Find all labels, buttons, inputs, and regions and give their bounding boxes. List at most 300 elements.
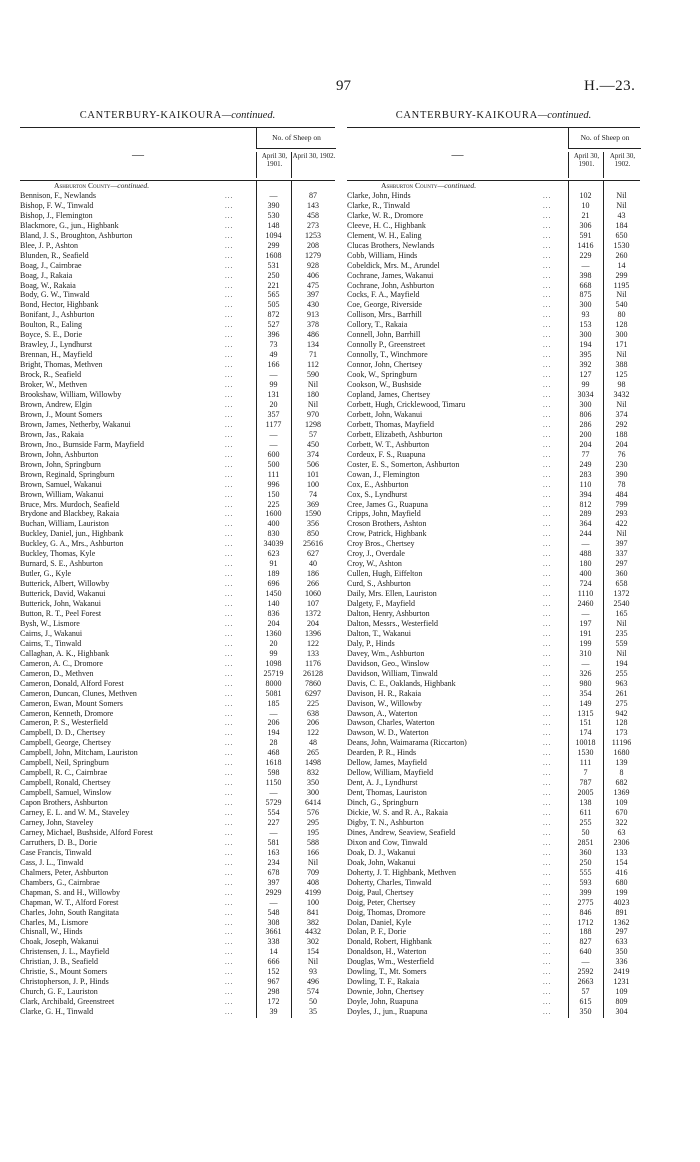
row-name: Buckley, Thomas, Kyle <box>20 549 96 559</box>
row-value-1902: 658 <box>615 579 628 589</box>
row-value-1902: 199 <box>615 887 628 897</box>
table-row <box>20 1007 335 1017</box>
row-name: Corbett, John, Wakanui <box>347 409 423 419</box>
row-name: Brown, James, Netherby, Wakanui <box>20 419 131 429</box>
leader-dots: ... <box>225 201 234 210</box>
leader-dots: ... <box>543 629 552 638</box>
row-name: Christie, S., Mount Somers <box>20 967 108 977</box>
leader-dots: ... <box>543 331 552 340</box>
row-name: Croy, J., Overdale <box>347 549 405 559</box>
row-value-1901: 194 <box>267 728 280 738</box>
row-name: Butterick, Albert, Willowby <box>20 579 110 589</box>
row-value-1901: 400 <box>579 569 592 579</box>
row-name: Clucas Brothers, Newlands <box>347 240 435 250</box>
row-value-1902: 128 <box>615 718 628 728</box>
row-value-1901: 50 <box>581 827 590 837</box>
row-name: Davis, C. E., Oaklands, Highbank <box>347 678 456 688</box>
row-value-1902: 74 <box>309 489 317 499</box>
table-row <box>20 778 335 788</box>
row-value-1901: 93 <box>581 310 590 320</box>
row-value-1902: 374 <box>307 449 319 459</box>
row-value-1901: 20 <box>269 638 278 648</box>
row-value-1902: 204 <box>615 439 628 449</box>
leader-dots: ... <box>225 838 234 847</box>
leader-dots: ... <box>225 898 234 907</box>
row-value-1901: 615 <box>579 997 592 1007</box>
leader-dots: ... <box>225 1008 234 1017</box>
row-value-1901: 593 <box>579 877 592 887</box>
row-value-1902: 63 <box>617 827 626 837</box>
table-row <box>347 957 640 967</box>
row-value-1902: 4023 <box>613 897 630 907</box>
leader-dots: ... <box>225 560 234 569</box>
table-row <box>347 241 640 251</box>
leader-dots: ... <box>225 998 234 1007</box>
row-value-1902: 188 <box>615 429 628 439</box>
leader-dots: ... <box>543 440 552 449</box>
left-section-heading <box>20 181 335 191</box>
row-value-1901: 91 <box>269 559 278 569</box>
leader-dots: ... <box>543 301 552 310</box>
table-row <box>20 509 335 519</box>
leader-dots: ... <box>225 858 234 867</box>
row-value-1901: 127 <box>579 370 592 380</box>
row-name: Coster, E. S., Somerton, Ashburton <box>347 459 460 469</box>
table-row <box>20 738 335 748</box>
row-name: Clark, Archibald, Greenstreet <box>20 997 115 1007</box>
leader-dots: ... <box>225 679 234 688</box>
row-value-1902: 1362 <box>613 917 630 927</box>
left-header-group: No. of Sheep on <box>256 128 336 149</box>
table-row <box>20 758 335 768</box>
row-name: Cree, James G., Ruapuna <box>347 499 428 509</box>
row-value-1902: 40 <box>309 559 317 569</box>
leader-dots: ... <box>225 450 234 459</box>
row-value-1901: 286 <box>579 419 592 429</box>
row-value-1902: Nil <box>616 529 627 539</box>
row-name: Butterick, David, Wakanui <box>20 589 106 599</box>
row-value-1901: 1450 <box>265 589 282 599</box>
row-name: Dellow, William, Mayfield <box>347 768 434 778</box>
row-value-1902: 275 <box>615 698 628 708</box>
row-value-1901: 99 <box>581 380 590 390</box>
leader-dots: ... <box>543 639 552 648</box>
leader-dots: ... <box>225 271 234 280</box>
row-value-1902: 484 <box>615 489 628 499</box>
row-value-1902: 204 <box>307 618 319 628</box>
table-row <box>347 440 640 450</box>
table-row <box>347 927 640 937</box>
row-name: Blunden, R., Seafield <box>20 250 89 260</box>
table-row <box>347 400 640 410</box>
table-row <box>20 728 335 738</box>
row-value-1901: 5081 <box>265 688 282 698</box>
leader-dots: ... <box>543 460 552 469</box>
leader-dots: ... <box>543 470 552 479</box>
row-name: Cox, S., Lyndhurst <box>347 489 408 499</box>
leader-dots: ... <box>543 291 552 300</box>
row-value-1902: 266 <box>307 579 319 589</box>
row-value-1901: 298 <box>267 987 280 997</box>
row-value-1902: 57 <box>309 429 317 439</box>
row-name: Case Francis, Tinwald <box>20 847 92 857</box>
table-row <box>20 420 335 430</box>
row-name: Connolly P., Greenstreet <box>347 340 426 350</box>
row-value-1902: 1231 <box>613 977 630 987</box>
right-section-text: Ashburton County <box>381 181 438 190</box>
row-name: Boag, J., Cairnbrae <box>20 260 82 270</box>
row-value-1902: 122 <box>307 728 319 738</box>
leader-dots: ... <box>543 888 552 897</box>
row-value-1902: 650 <box>615 230 628 240</box>
row-value-1901: 221 <box>267 280 280 290</box>
left-section-suffix: —continued. <box>110 181 150 190</box>
row-value-1901: 980 <box>579 678 592 688</box>
row-value-1901: 250 <box>579 857 592 867</box>
row-value-1902: 458 <box>307 210 319 220</box>
row-value-1902: 134 <box>307 340 319 350</box>
row-value-1902: 273 <box>307 220 319 230</box>
row-name: Dowling, T., Mt. Somers <box>347 967 427 977</box>
left-rows <box>20 191 335 1017</box>
row-value-1902: 194 <box>615 658 628 668</box>
row-value-1902: 260 <box>615 250 628 260</box>
row-value-1901: 163 <box>267 847 280 857</box>
table-row <box>347 718 640 728</box>
table-row <box>20 191 335 201</box>
left-header-dash: — <box>132 147 144 161</box>
leader-dots: ... <box>543 918 552 927</box>
leader-dots: ... <box>225 430 234 439</box>
leader-dots: ... <box>225 819 234 827</box>
row-value-1902: 295 <box>307 818 319 827</box>
leader-dots: ... <box>225 699 234 708</box>
row-name: Capon Brothers, Ashburton <box>20 798 108 808</box>
row-name: Brown, Jno., Burnside Farm, Mayfield <box>20 439 144 449</box>
row-name: Brydone and Blackbey, Rakaia <box>20 509 120 519</box>
leader-dots: ... <box>543 968 552 977</box>
row-value-1902: 26128 <box>303 668 323 678</box>
leader-dots: ... <box>543 261 552 270</box>
leader-dots: ... <box>225 351 234 360</box>
leader-dots: ... <box>543 769 552 778</box>
row-name: Croy, W., Ashton <box>347 559 402 569</box>
row-value-1901: 360 <box>579 847 592 857</box>
row-value-1902: 7860 <box>305 678 321 688</box>
leader-dots: ... <box>543 908 552 917</box>
table-row <box>20 898 335 908</box>
table-row <box>20 689 335 699</box>
row-value-1901: 289 <box>579 509 592 519</box>
leader-dots: ... <box>225 789 234 798</box>
table-row <box>20 748 335 758</box>
row-value-1901: 1094 <box>265 230 282 240</box>
leader-dots: ... <box>543 659 552 668</box>
table-row <box>347 888 640 898</box>
right-column-title <box>347 110 640 121</box>
row-value-1901: 640 <box>579 947 592 957</box>
row-value-1902: 292 <box>615 419 628 429</box>
row-name: Cass, J. L., Tinwald <box>20 857 84 867</box>
table-row <box>347 1007 640 1017</box>
row-value-1902: 6414 <box>305 798 321 808</box>
table-row <box>347 738 640 748</box>
row-value-1901: 1315 <box>577 708 594 718</box>
leader-dots: ... <box>543 619 552 628</box>
row-value-1902: 93 <box>309 967 317 977</box>
row-name: Dearden, P. R., Hinds <box>347 748 417 758</box>
row-value-1901: 21 <box>581 210 590 220</box>
row-value-1902: 50 <box>309 997 317 1007</box>
table-row <box>20 967 335 977</box>
row-value-1902: 180 <box>307 390 319 400</box>
table-row <box>20 569 335 579</box>
row-value-1902: 397 <box>615 539 628 549</box>
leader-dots: ... <box>543 450 552 459</box>
leader-dots: ... <box>543 570 552 579</box>
row-value-1902: 809 <box>615 997 628 1007</box>
row-value-1901: 678 <box>267 867 280 877</box>
row-value-1901: 400 <box>267 519 280 529</box>
row-name: Dellow, James, Mayfield <box>347 758 427 768</box>
leader-dots: ... <box>543 858 552 867</box>
leader-dots: ... <box>225 848 234 857</box>
leader-dots: ... <box>543 868 552 877</box>
left-column-title <box>20 110 335 121</box>
row-value-1902: Nil <box>616 190 627 200</box>
leader-dots: ... <box>543 998 552 1007</box>
row-name: Blackmore, G., jun., Highbank <box>20 220 119 230</box>
row-value-1901: 194 <box>579 340 592 350</box>
table-row <box>20 957 335 967</box>
table-row <box>20 768 335 778</box>
row-value-1902: 208 <box>307 240 319 250</box>
row-value-1902: 1060 <box>305 589 321 599</box>
row-value-1902: 128 <box>615 320 628 330</box>
row-value-1901: 554 <box>267 808 280 818</box>
row-value-1902: 154 <box>307 947 319 957</box>
row-name: Chapman, W. T., Alford Forest <box>20 897 119 907</box>
row-value-1901: 111 <box>267 469 280 479</box>
row-name: Charles, John, South Rangitata <box>20 907 119 917</box>
table-row <box>347 529 640 539</box>
row-value-1902: 540 <box>615 300 628 310</box>
row-name: Collison, Mrs., Barrhill <box>347 310 422 320</box>
row-value-1902: 25616 <box>303 539 323 549</box>
leader-dots: ... <box>543 978 552 987</box>
leader-dots: ... <box>543 948 552 957</box>
row-value-1901: 611 <box>579 808 592 818</box>
table-row <box>347 211 640 221</box>
row-value-1901: 395 <box>579 350 592 360</box>
row-value-1901: 200 <box>579 429 592 439</box>
row-value-1902: 300 <box>307 788 319 798</box>
table-row <box>347 997 640 1007</box>
row-value-1901: 225 <box>267 499 280 509</box>
table-row <box>347 271 640 281</box>
row-value-1901: 1177 <box>265 419 282 429</box>
row-value-1902: 87 <box>309 190 317 200</box>
row-name: Corbett, Thomas, Mayfield <box>347 419 434 429</box>
leader-dots: ... <box>543 251 552 260</box>
table-row <box>347 649 640 659</box>
right-header-dash: — <box>451 147 464 161</box>
table-row <box>20 868 335 878</box>
leader-dots: ... <box>543 430 552 439</box>
row-value-1901: 1530 <box>577 748 594 758</box>
leader-dots: ... <box>225 530 234 539</box>
row-name: Bishop, J., Flemington <box>20 210 93 220</box>
leader-dots: ... <box>543 271 552 280</box>
leader-dots: ... <box>225 590 234 599</box>
table-row <box>347 380 640 390</box>
table-row <box>20 798 335 808</box>
row-value-1901: 299 <box>267 240 280 250</box>
leader-dots: ... <box>543 809 552 818</box>
table-row <box>347 659 640 669</box>
table-row <box>347 221 640 231</box>
row-value-1901: 206 <box>267 718 280 728</box>
row-value-1901: 227 <box>267 818 280 827</box>
row-name: Clarke, John, Hinds <box>347 190 411 200</box>
row-name: Cameron, P. S., Westerfield <box>20 718 108 728</box>
leader-dots: ... <box>225 520 234 529</box>
row-value-1901: 102 <box>579 190 592 200</box>
leader-dots: ... <box>543 351 552 360</box>
row-value-1901: 14 <box>269 947 278 957</box>
leader-dots: ... <box>225 729 234 738</box>
table-row <box>20 649 335 659</box>
leader-dots: ... <box>543 510 552 519</box>
leader-dots: ... <box>543 191 552 200</box>
table-row <box>20 987 335 997</box>
row-value-1901: 696 <box>267 579 280 589</box>
table-row <box>20 639 335 649</box>
row-value-1902: 430 <box>307 300 319 310</box>
row-value-1902: 173 <box>615 728 628 738</box>
leader-dots: ... <box>225 470 234 479</box>
row-value-1901: — <box>269 708 278 718</box>
table-row <box>20 927 335 937</box>
row-value-1901: 967 <box>267 977 280 987</box>
table-row <box>20 470 335 480</box>
leader-dots: ... <box>543 480 552 489</box>
table-row <box>20 848 335 858</box>
row-value-1901: 300 <box>579 330 592 340</box>
row-value-1902: 300 <box>615 330 628 340</box>
row-value-1901: 338 <box>267 937 280 947</box>
leader-dots: ... <box>543 749 552 758</box>
row-name: Campbell, George, Chertsey <box>20 738 111 748</box>
row-value-1902: 1369 <box>613 788 630 798</box>
left-title-suffix: —continued. <box>221 110 276 121</box>
table-row <box>20 609 335 619</box>
table-row <box>347 788 640 798</box>
leader-dots: ... <box>543 490 552 499</box>
leader-dots: ... <box>543 391 552 400</box>
row-value-1901: 398 <box>579 270 592 280</box>
left-title-text: CANTERBURY-KAIKOURA <box>79 110 222 121</box>
row-value-1901: 2851 <box>577 837 594 847</box>
row-value-1902: 416 <box>615 867 628 877</box>
row-name: Buckley, G. A., Mrs., Ashburton <box>20 539 124 549</box>
row-value-1902: 588 <box>307 837 319 847</box>
row-value-1901: 138 <box>579 798 592 808</box>
table-row <box>20 300 335 310</box>
table-row <box>347 838 640 848</box>
row-value-1902: 627 <box>307 549 319 559</box>
row-value-1902: 633 <box>615 937 628 947</box>
row-value-1901: 1608 <box>265 250 282 260</box>
row-value-1902: 2306 <box>613 837 630 847</box>
table-row <box>20 390 335 400</box>
row-name: Copland, James, Chertsey <box>347 390 431 400</box>
table-row <box>347 758 640 768</box>
table-row <box>20 699 335 709</box>
leader-dots: ... <box>225 371 234 380</box>
table-row <box>347 599 640 609</box>
row-value-1902: 11196 <box>611 738 632 748</box>
row-name: Clarke, R., Tinwald <box>347 200 410 210</box>
row-name: Brown, Jas., Rakaia <box>20 429 84 439</box>
row-name: Cobeldick, Mrs. M., Arundel <box>347 260 440 270</box>
table-row <box>347 639 640 649</box>
document-code: H.—23. <box>584 78 636 94</box>
row-value-1902: Nil <box>616 618 627 628</box>
row-name: Connell, John, Barrhill <box>347 330 421 340</box>
row-value-1902: 680 <box>615 877 628 887</box>
column-rule <box>291 181 292 1018</box>
table-row <box>347 261 640 271</box>
column-rule <box>568 181 569 1018</box>
row-name: Chapman, S. and H., Willowby <box>20 887 120 897</box>
row-name: Dines, Andrew, Seaview, Seafield <box>347 827 456 837</box>
table-row <box>20 261 335 271</box>
row-value-1901: 2460 <box>577 599 594 609</box>
row-name: Daly, P., Hinds <box>347 638 395 648</box>
row-name: Campbell, John, Mitcham, Lauriston <box>20 748 138 758</box>
leader-dots: ... <box>543 878 552 887</box>
row-value-1901: — <box>269 190 278 200</box>
row-value-1901: 827 <box>579 937 592 947</box>
row-value-1902: 486 <box>307 330 319 340</box>
row-value-1902: 100 <box>307 897 319 907</box>
table-row <box>347 201 640 211</box>
leader-dots: ... <box>225 639 234 648</box>
leader-dots: ... <box>225 261 234 270</box>
row-value-1902: 928 <box>307 260 319 270</box>
row-value-1902: 1372 <box>613 589 630 599</box>
row-value-1902: 255 <box>615 668 628 678</box>
row-value-1902: 576 <box>307 808 319 818</box>
table-row <box>20 858 335 868</box>
row-value-1901: 172 <box>267 997 280 1007</box>
row-value-1901: 1416 <box>577 240 594 250</box>
row-value-1901: 153 <box>579 320 592 330</box>
row-value-1902: 350 <box>307 778 319 788</box>
right-title-suffix: —continued. <box>537 110 592 121</box>
table-row <box>347 947 640 957</box>
table-row <box>20 360 335 370</box>
table-row <box>347 500 640 510</box>
leader-dots: ... <box>225 580 234 589</box>
row-value-1902: 299 <box>615 270 628 280</box>
row-value-1902: 970 <box>307 409 319 419</box>
row-value-1901: 668 <box>579 280 592 290</box>
leader-dots: ... <box>225 709 234 718</box>
row-value-1902: 356 <box>307 519 319 529</box>
row-name: Dent, A. J., Lyndhurst <box>347 778 418 788</box>
